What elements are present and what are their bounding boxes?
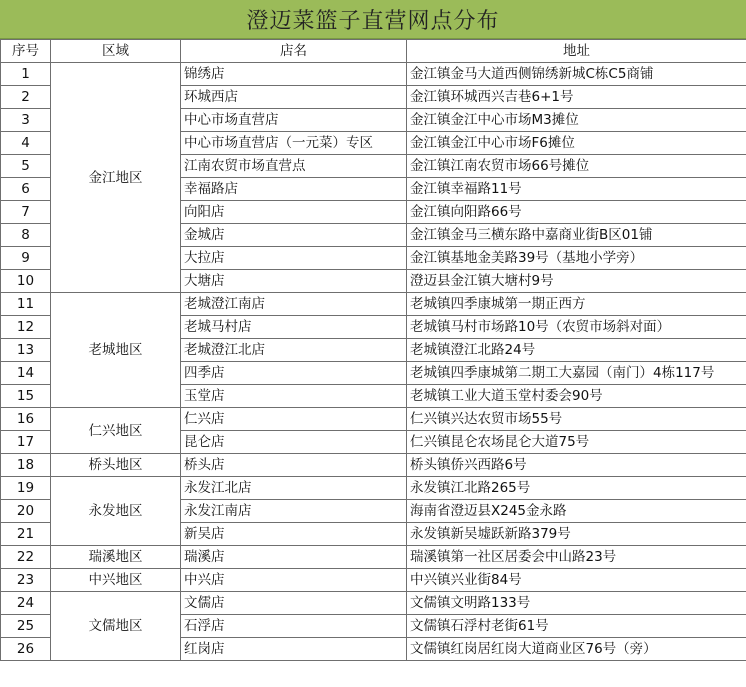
- shop-name: 幸福路店: [181, 178, 407, 201]
- shop-name: 中兴店: [181, 569, 407, 592]
- shop-address: 金江镇金马三横东路中嘉商业街B区01铺: [407, 224, 746, 247]
- shop-address: 澄迈县金江镇大塘村9号: [407, 270, 746, 293]
- row-number: 11: [1, 293, 51, 316]
- shop-name: 江南农贸市场直营点: [181, 155, 407, 178]
- row-number: 26: [1, 638, 51, 661]
- shop-address: 永发镇江北路265号: [407, 477, 746, 500]
- shop-address: 老城镇四季康城第二期工大嘉园（南门）4栋117号: [407, 362, 746, 385]
- shop-address: 金江镇基地金美路39号（基地小学旁）: [407, 247, 746, 270]
- row-number: 21: [1, 523, 51, 546]
- row-number: 5: [1, 155, 51, 178]
- shop-name: 中心市场直营店（一元菜）专区: [181, 132, 407, 155]
- row-number: 22: [1, 546, 51, 569]
- shop-name: 仁兴店: [181, 408, 407, 431]
- table-row: [1, 569, 746, 592]
- table-row: [1, 477, 746, 500]
- table-header-row: [1, 40, 746, 63]
- shop-address: 老城镇马村市场路10号（农贸市场斜对面）: [407, 316, 746, 339]
- shop-name: 大拉店: [181, 247, 407, 270]
- shop-name: 环城西店: [181, 86, 407, 109]
- area-cell: 文儒地区: [51, 592, 181, 661]
- row-number: 25: [1, 615, 51, 638]
- area-cell: 桥头地区: [51, 454, 181, 477]
- shop-address: 老城镇四季康城第一期正西方: [407, 293, 746, 316]
- shop-name: 向阳店: [181, 201, 407, 224]
- row-number: 15: [1, 385, 51, 408]
- table-row: [1, 408, 746, 431]
- area-cell: 仁兴地区: [51, 408, 181, 454]
- shop-name: 玉堂店: [181, 385, 407, 408]
- header-shop: 店名: [181, 40, 407, 63]
- shop-address: 文儒镇红岗居红岗大道商业区76号（旁）: [407, 638, 746, 661]
- shop-address: 金江镇幸福路11号: [407, 178, 746, 201]
- shop-address: 文儒镇文明路133号: [407, 592, 746, 615]
- shop-address: 金江镇金江中心市场M3摊位: [407, 109, 746, 132]
- shop-address: 海南省澄迈县X245金永路: [407, 500, 746, 523]
- shop-address: 永发镇新吴墟跃新路379号: [407, 523, 746, 546]
- shop-name: 昆仑店: [181, 431, 407, 454]
- row-number: 2: [1, 86, 51, 109]
- store-table: [0, 39, 746, 661]
- area-cell: 金江地区: [51, 63, 181, 293]
- shop-name: 老城澄江北店: [181, 339, 407, 362]
- table-row: [1, 592, 746, 615]
- shop-address: 金江镇金江中心市场F6摊位: [407, 132, 746, 155]
- shop-address: 文儒镇石浮村老街61号: [407, 615, 746, 638]
- row-number: 7: [1, 201, 51, 224]
- shop-name: 金城店: [181, 224, 407, 247]
- shop-address: 老城镇工业大道玉堂村委会90号: [407, 385, 746, 408]
- page-title: 澄迈菜篮子直营网点分布: [0, 0, 746, 39]
- row-number: 9: [1, 247, 51, 270]
- shop-address: 中兴镇兴业街84号: [407, 569, 746, 592]
- row-number: 8: [1, 224, 51, 247]
- table-row: [1, 454, 746, 477]
- row-number: 4: [1, 132, 51, 155]
- shop-address: 仁兴镇昆仑农场昆仑大道75号: [407, 431, 746, 454]
- shop-name: 桥头店: [181, 454, 407, 477]
- shop-name: 中心市场直营店: [181, 109, 407, 132]
- shop-name: 红岗店: [181, 638, 407, 661]
- shop-name: 文儒店: [181, 592, 407, 615]
- shop-name: 石浮店: [181, 615, 407, 638]
- shop-name: 永发江南店: [181, 500, 407, 523]
- shop-address: 桥头镇侨兴西路6号: [407, 454, 746, 477]
- row-number: 19: [1, 477, 51, 500]
- area-cell: 瑞溪地区: [51, 546, 181, 569]
- area-cell: 永发地区: [51, 477, 181, 546]
- row-number: 10: [1, 270, 51, 293]
- shop-address: 老城镇澄江北路24号: [407, 339, 746, 362]
- row-number: 18: [1, 454, 51, 477]
- header-area: 区域: [51, 40, 181, 63]
- row-number: 23: [1, 569, 51, 592]
- table-row: [1, 293, 746, 316]
- shop-name: 老城澄江南店: [181, 293, 407, 316]
- shop-name: 四季店: [181, 362, 407, 385]
- shop-name: 大塘店: [181, 270, 407, 293]
- shop-address: 仁兴镇兴达农贸市场55号: [407, 408, 746, 431]
- row-number: 3: [1, 109, 51, 132]
- row-number: 1: [1, 63, 51, 86]
- row-number: 14: [1, 362, 51, 385]
- area-cell: 老城地区: [51, 293, 181, 408]
- shop-name: 锦绣店: [181, 63, 407, 86]
- row-number: 6: [1, 178, 51, 201]
- row-number: 24: [1, 592, 51, 615]
- shop-name: 永发江北店: [181, 477, 407, 500]
- shop-address: 金江镇江南农贸市场66号摊位: [407, 155, 746, 178]
- row-number: 12: [1, 316, 51, 339]
- header-address: 地址: [407, 40, 746, 63]
- row-number: 20: [1, 500, 51, 523]
- row-number: 16: [1, 408, 51, 431]
- header-no: 序号: [1, 40, 51, 63]
- shop-name: 老城马村店: [181, 316, 407, 339]
- row-number: 17: [1, 431, 51, 454]
- shop-address: 金江镇金马大道西侧锦绣新城C栋C5商铺: [407, 63, 746, 86]
- shop-address: 瑞溪镇第一社区居委会中山路23号: [407, 546, 746, 569]
- shop-address: 金江镇环城西兴吉巷6+1号: [407, 86, 746, 109]
- shop-name: 新吴店: [181, 523, 407, 546]
- row-number: 13: [1, 339, 51, 362]
- shop-address: 金江镇向阳路66号: [407, 201, 746, 224]
- shop-name: 瑞溪店: [181, 546, 407, 569]
- area-cell: 中兴地区: [51, 569, 181, 592]
- table-row: [1, 63, 746, 86]
- table-row: [1, 546, 746, 569]
